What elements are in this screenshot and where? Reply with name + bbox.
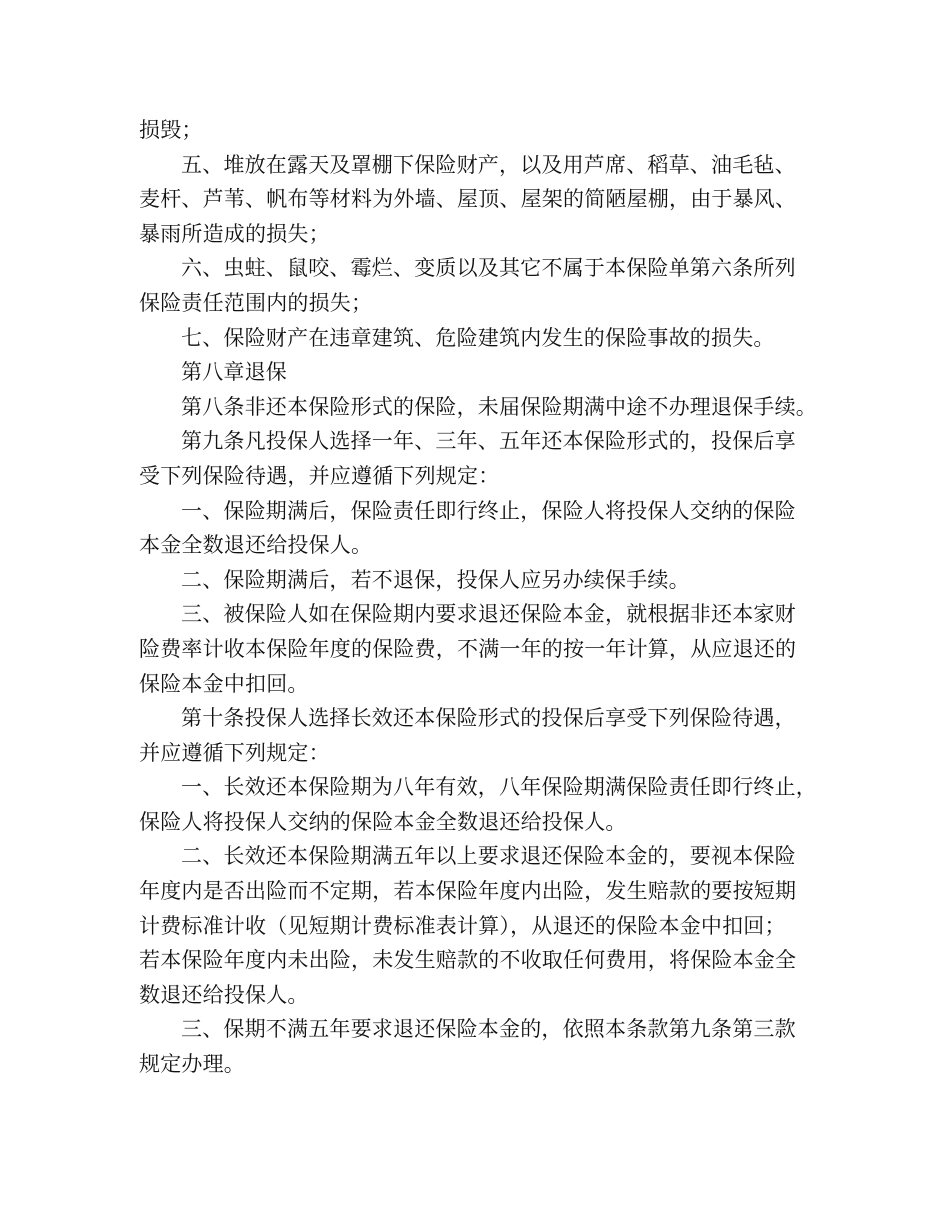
text-line: 麦杆、芦苇、帆布等材料为外墙、屋顶、屋架的简陋屋棚，由于暴风、 <box>139 187 797 212</box>
text-line: 一、长效还本保险期为八年有效，八年保险期满保险责任即行终止， <box>181 775 817 800</box>
text-line: 三、被保险人如在保险期内要求退还保险本金，就根据非还本家财 <box>181 602 796 627</box>
text-line: 并应遵循下列规定： <box>139 740 330 765</box>
text-line: 一、保险期满后，保险责任即行终止，保险人将投保人交纳的保险 <box>181 498 796 523</box>
text-line: 第八章退保 <box>181 360 287 385</box>
text-line: 第八条非还本保险形式的保险，未届保险期满中途不办理退保手续。 <box>181 394 817 419</box>
text-line: 数退还给投保人。 <box>139 982 309 1007</box>
text-line: 受下列保险待遇，并应遵循下列规定： <box>139 463 500 488</box>
document-body <box>139 113 829 1082</box>
text-line: 七、保险财产在违章建筑、危险建筑内发生的保险事故的损失。 <box>181 325 775 350</box>
text-line: 损毁； <box>139 118 203 142</box>
text-line: 计费标准计收（见短期计费标准表计算），从退还的保险本金中扣回； <box>139 913 786 938</box>
text-line: 五、堆放在露天及罩棚下保险财产，以及用芦席、稻草、油毛毡、 <box>181 152 796 177</box>
text-line: 二、保险期满后，若不退保，投保人应另办续保手续。 <box>181 567 690 592</box>
text-line: 三、保期不满五年要求退还保险本金的，依照本条款第九条第三款 <box>181 1017 796 1042</box>
text-line: 二、长效还本保险期满五年以上要求退还保险本金的，要视本保险 <box>181 844 796 869</box>
text-line: 暴雨所造成的损失； <box>139 221 330 246</box>
text-line: 若本保险年度内未出险，未发生赔款的不收取任何费用，将保险本金全 <box>139 948 797 973</box>
text-line: 本金全数退还给投保人。 <box>139 533 373 558</box>
text-line: 保险本金中扣回。 <box>139 671 309 696</box>
text-line: 六、虫蛀、鼠咬、霉烂、变质以及其它不属于本保险单第六条所列 <box>181 256 796 281</box>
text-line: 规定办理。 <box>139 1052 245 1077</box>
text-line: 险费率计收本保险年度的保险费，不满一年的按一年计算，从应退还的 <box>139 636 797 661</box>
text-line: 第十条投保人选择长效还本保险形式的投保后享受下列保险待遇， <box>181 706 796 731</box>
text-line: 保险责任范围内的损失； <box>139 290 373 315</box>
text-line: 年度内是否出险而不定期，若本保险年度内出险，发生赔款的要按短期 <box>139 879 797 904</box>
text-line: 第九条凡投保人选择一年、三年、五年还本保险形式的，投保后享 <box>181 429 796 454</box>
text-line: 保险人将投保人交纳的保险本金全数退还给投保人。 <box>139 809 627 834</box>
